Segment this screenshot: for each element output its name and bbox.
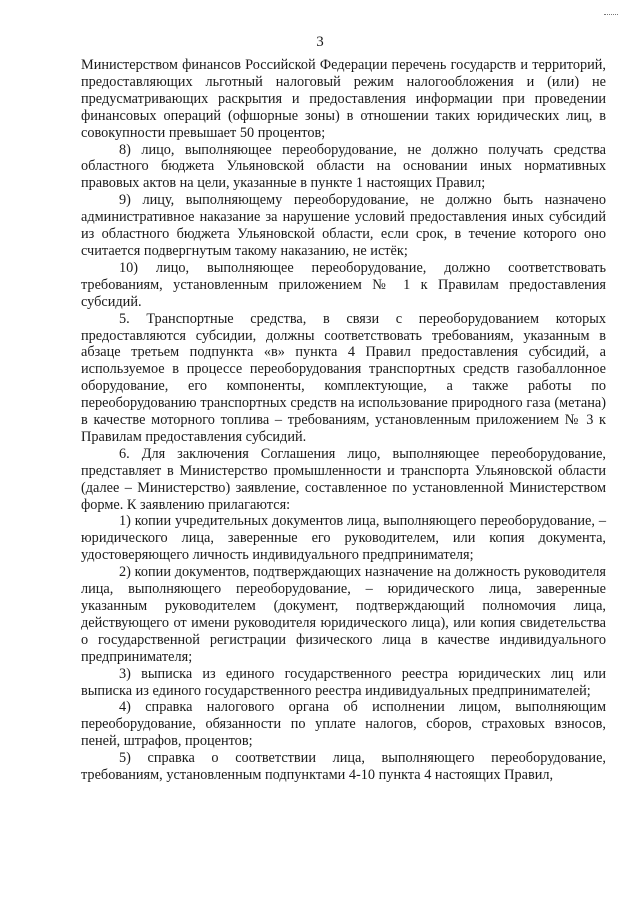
page-number: 3	[316, 34, 324, 50]
document-body	[81, 57, 606, 784]
paragraph-clause-6: 6. Для заключения Соглашения лицо, выполняющее переоборудование, представляет в Министерство промышленности и транспорта Ульяновской области (далее – Министерство) заявление, составленное по установленной Министерством форме. К заявлению прилагаются:	[81, 445, 606, 513]
paragraph-attachment-5: 5) справка о соответствии лица, выполняющего переоборудование, требованиям, установленным подпунктами 4-10 пункта 4 настоящих Правил,	[81, 750, 606, 784]
paragraph-item-9: 9) лицу, выполняющему переоборудование, не должно быть назначено административное наказание за нарушение условий предоставления иных субсидий из областного бюджета Ульяновской области, если срок, в течение которого оно считается подвергнутым такому наказанию, не истёк;	[81, 192, 606, 259]
paragraph-attachment-3: 3) выписка из единого государственного реестра юридических лиц или выписка из единого государственного реестра индивидуальных предпринимателей;	[81, 665, 606, 699]
paragraph-attachment-1: 1) копии учредительных документов лица, выполняющего переоборудование, – юридического лица, заверенные его руководителем, или копия документа, удостоверяющего личность индивидуального предпринимателя;	[81, 513, 606, 564]
paragraph-clause-5: 5. Транспортные средства, в связи с переоборудованием которых предоставляются субсидии, должны соответствовать требованиям, указанным в абзаце третьем подпункта «в» пункта 4 Правил предоставления субсидий, а используемое в процессе переоборудования транспортных средств газобаллонное оборудование, его компоненты, комплектующие, а также работы по переоборудованию транспортных средств на использование природного газа (метана) в качестве моторного топлива – требованиям, установленным приложением № 3 к Правилам предоставления субсидий.	[81, 310, 606, 445]
paragraph-continuation: Министерством финансов Российской Федерации перечень государств и территорий, предоставляющих льготный налоговый режим налогообложения и (или) не предусматривающих раскрытия и предоставления информации при проведении финансовых операций (офшорные зоны) в отношении таких юридических лиц, в совокупности превышает 50 процентов;	[81, 57, 606, 141]
paragraph-item-8: 8) лицо, выполняющее переоборудование, не должно получать средства областного бюджета Ульяновской области на основании иных нормативных правовых актов на цели, указанные в пункте 1 настоящих Правил;	[81, 141, 606, 192]
paragraph-item-10: 10) лицо, выполняющее переоборудование, должно соответствовать требованиям, установленным приложением № 1 к Правилам предоставления субсидий.	[81, 259, 606, 310]
scan-artifact-mark	[604, 14, 618, 21]
paragraph-attachment-2: 2) копии документов, подтверждающих назначение на должность руководителя лица, выполняющего переоборудование, – юридического лица, заверенные указанным руководителем (документ, подтверждающий полномочия лица, действующего от имени руководителя юридического лица), или копия свидетельства о государственной регистрации физического лица в качестве индивидуального предпринимателя;	[81, 564, 606, 665]
paragraph-attachment-4: 4) справка налогового органа об исполнении лицом, выполняющим переоборудование, обязанности по уплате налогов, сборов, страховых взносов, пеней, штрафов, процентов;	[81, 699, 606, 750]
